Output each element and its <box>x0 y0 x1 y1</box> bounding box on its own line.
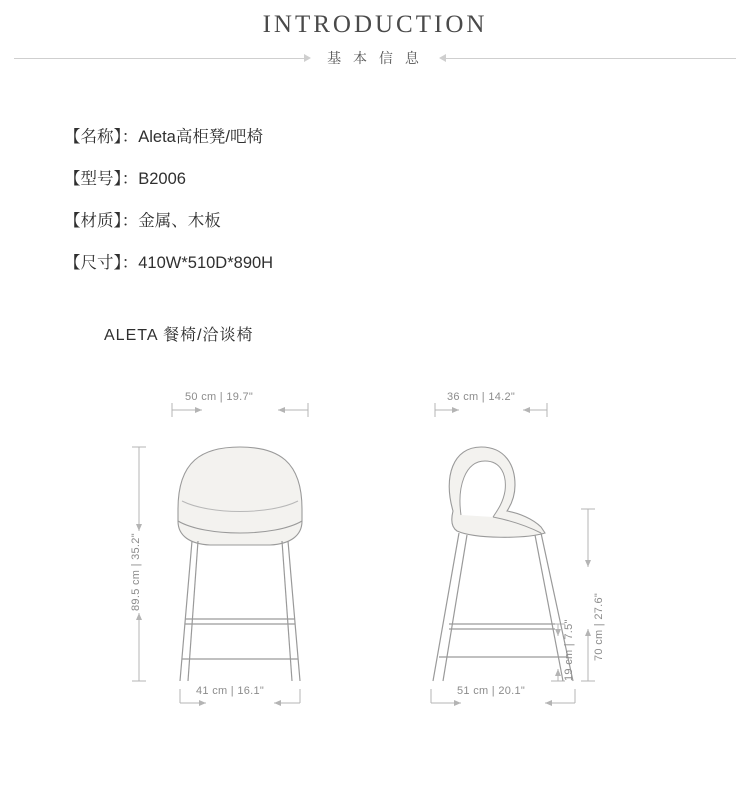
spec-value-model: B2006 <box>138 170 186 188</box>
spec-row <box>64 158 750 200</box>
technical-drawings <box>0 381 750 741</box>
spec-row <box>64 242 750 284</box>
spec-label-size: 【尺寸】： <box>64 254 139 272</box>
side-bottom-dimension-label: 51 cm | 20.1" <box>457 685 526 697</box>
divider-left <box>14 58 304 59</box>
front-height-dimension-label: 89.5 cm | 35.2" <box>130 533 142 611</box>
side-view-drawing <box>395 381 625 731</box>
arrow-left-icon <box>439 54 446 62</box>
spec-row <box>64 200 750 242</box>
side-outer-height-dimension-label: 70 cm | 27.6" <box>593 592 605 661</box>
spec-label-material: 【材质】： <box>64 212 139 230</box>
side-inner-height-dimension-label: 19 cm | 7.5" <box>563 619 575 681</box>
divider-right <box>446 58 736 59</box>
spec-label-model: 【型号】： <box>64 170 139 188</box>
front-view-drawing <box>110 381 340 731</box>
series-name: ALETA 餐椅/洽谈椅 <box>104 327 254 344</box>
front-top-dimension-label: 50 cm | 19.7" <box>185 391 254 403</box>
subtitle-row <box>0 48 750 68</box>
arrow-right-icon <box>304 54 311 62</box>
spec-value-name: Aleta高柜凳/吧椅 <box>138 128 263 146</box>
page-title: INTRODUCTION <box>262 11 488 38</box>
side-top-dimension-label: 36 cm | 14.2" <box>447 391 516 403</box>
page-header <box>0 0 750 68</box>
spec-row <box>64 116 750 158</box>
spec-value-material: 金属、木板 <box>138 212 221 230</box>
front-bottom-dimension-label: 41 cm | 16.1" <box>196 685 265 697</box>
spec-label-name: 【名称】： <box>64 128 139 146</box>
specification-list <box>0 116 750 284</box>
spec-value-size: 410W*510D*890H <box>138 254 274 272</box>
page-subtitle: 基 本 信 息 <box>327 50 423 66</box>
